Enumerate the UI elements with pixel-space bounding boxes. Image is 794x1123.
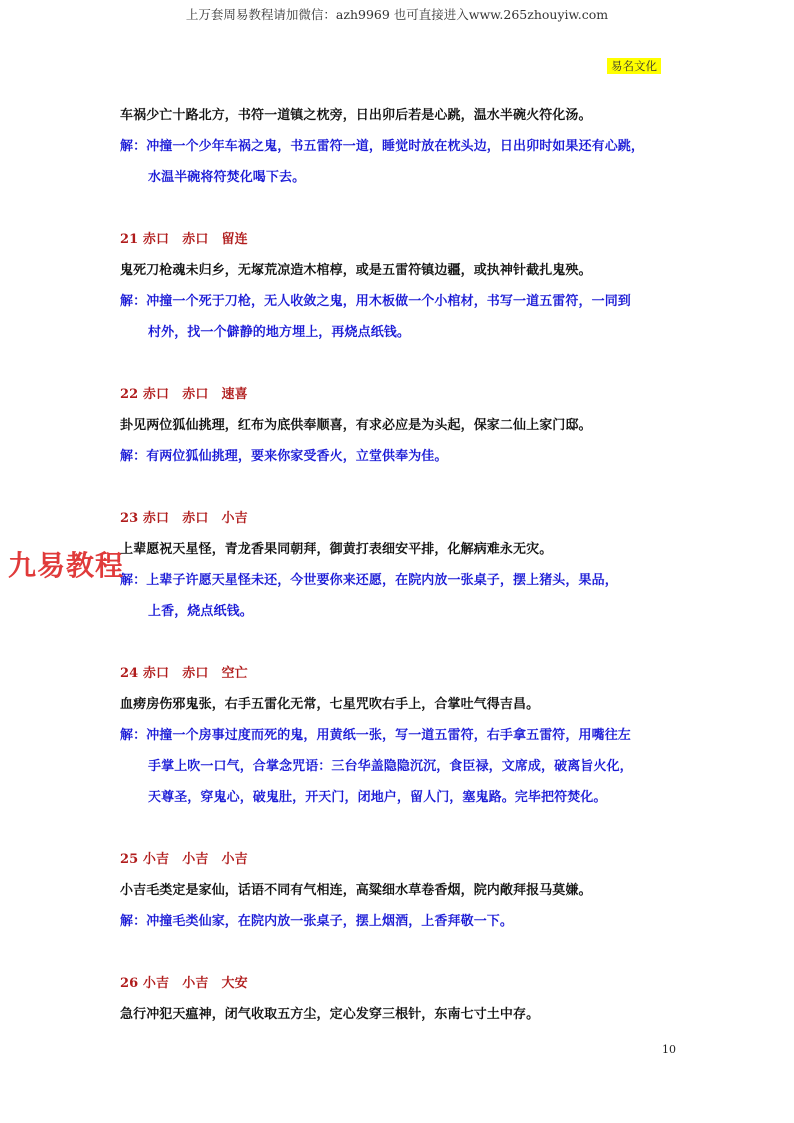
explanation-line: 解：冲撞一个房事过度而死的鬼，用黄纸一张，写一道五雷符，右手拿五雷符，用嘴往左 — [120, 728, 631, 743]
page-number: 10 — [662, 1043, 676, 1056]
verse-line: 小吉毛类定是家仙，话语不同有气相连，高粱细水草卷香烟，院内敞拜报马莫嫌。 — [120, 883, 592, 898]
explanation-line: 解：冲撞一个少年车祸之鬼，书五雷符一道，睡觉时放在枕头边，日出卯时如果还有心跳， — [120, 139, 645, 154]
paragraph-gap — [120, 472, 690, 503]
explanation-line: 解：冲撞一个死于刀枪，无人收敛之鬼，用木板做一个小棺材，书写一道五雷符，一同到 — [120, 294, 631, 309]
paragraph-gap — [120, 813, 690, 844]
section-heading: 24 赤口 赤口 空亡 — [120, 666, 248, 681]
verse-line: 鬼死刀枪魂未归乡，无塚荒凉造木棺椁，或是五雷符镇边疆，或执神针截扎鬼殃。 — [120, 263, 592, 278]
paragraph-gap — [120, 348, 690, 379]
verse-line: 急行冲犯天瘟神，闭气收取五方尘，定心发穿三根针，东南七寸土中存。 — [120, 1007, 540, 1022]
section-heading: 25 小吉 小吉 小吉 — [120, 852, 248, 867]
section-heading: 26 小吉 小吉 大安 — [120, 976, 248, 991]
verse-line: 卦见两位狐仙挑理，红布为底供奉顺喜，有求必应是为头起，保家二仙上家门邸。 — [120, 418, 592, 433]
explanation-line: 上香，烧点纸钱。 — [148, 604, 253, 619]
brand-label: 易名文化 — [607, 58, 661, 74]
section-heading: 23 赤口 赤口 小吉 — [120, 511, 248, 526]
explanation-line: 手掌上吹一口气，合掌念咒语：三台华盖隐隐沉沉，食臣禄，文席成，破离旨火化， — [148, 759, 633, 774]
explanation-line: 解：冲撞毛类仙家，在院内放一张桌子，摆上烟酒，上香拜敬一下。 — [120, 914, 514, 929]
paragraph-gap — [120, 193, 690, 224]
verse-line: 车祸少亡十路北方，书符一道镇之枕旁，日出卯后若是心跳，温水半碗火符化汤。 — [120, 108, 592, 123]
explanation-line: 天尊圣，穿鬼心，破鬼肚，开天门，闭地户，留人门，塞鬼路。完毕把符焚化。 — [148, 790, 607, 805]
top-banner: 上万套周易教程请加微信：azh9969 也可直接进入www.265zhouyiw.com — [185, 7, 609, 22]
verse-line: 血痨房伤邪鬼张，右手五雷化无常，七星咒吹右手上，合掌吐气得吉昌。 — [120, 697, 540, 712]
verse-line: 上辈愿祝天星怪，青龙香果同朝拜，御黄打表细安平排，化解病难永无灾。 — [120, 542, 553, 557]
paragraph-gap — [120, 627, 690, 658]
section-heading: 21 赤口 赤口 留连 — [120, 232, 248, 247]
section-heading: 22 赤口 赤口 速喜 — [120, 387, 248, 402]
paragraph-gap — [120, 937, 690, 968]
watermark-text: 九易教程 — [8, 549, 125, 582]
explanation-line: 水温半碗将符焚化喝下去。 — [148, 170, 306, 185]
explanation-line: 村外，找一个僻静的地方埋上，再烧点纸钱。 — [148, 325, 411, 340]
document-body — [120, 100, 690, 1030]
explanation-line: 解：有两位狐仙挑理，要来你家受香火，立堂供奉为佳。 — [120, 449, 448, 464]
explanation-line: 解：上辈子许愿天星怪未还，今世要你来还愿，在院内放一张桌子，摆上猪头，果品， — [120, 573, 618, 588]
